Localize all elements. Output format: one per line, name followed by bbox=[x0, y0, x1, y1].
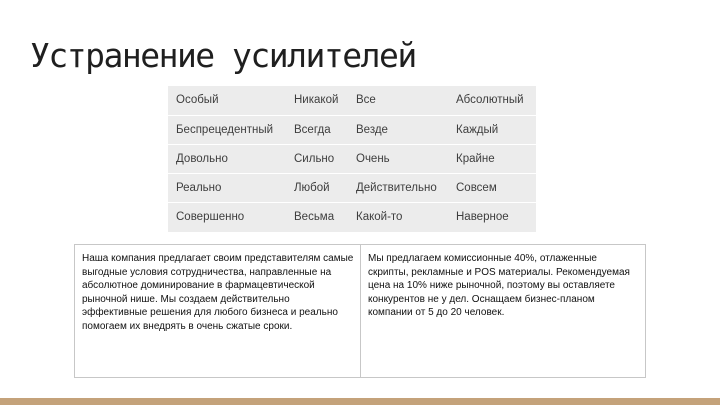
table-cell: Совершенно bbox=[176, 211, 245, 223]
example-text-box-left: Наша компания предлагает своим представителям самые выгодные условия сотрудничества, направленные на абсолютное доминирование в фармацевтической рыночной нише. Мы создаем действительно эффективные решения для любого бизнеса и реально помогаем их внедрять в очень сжатые сроки. bbox=[74, 244, 361, 378]
table-cell: Никакой bbox=[294, 94, 339, 106]
table-cell: Реально bbox=[176, 182, 222, 194]
table-cell: Весьма bbox=[294, 211, 335, 223]
table-cell: Очень bbox=[356, 153, 390, 165]
table-cell: Любой bbox=[294, 182, 330, 194]
table-cell: Довольно bbox=[176, 153, 228, 165]
table-row bbox=[168, 116, 536, 145]
table-cell: Сильно bbox=[294, 153, 335, 165]
example-text-box-right: Мы предлагаем комиссионные 40%, отлаженные скрипты, рекламные и POS материалы. Рекомендуемая цена на 10% ниже рыночной, поэтому вы оставляете конкурентов не у дел. Оснащаем бизнес-планом компании от 5 до 20 человек. bbox=[360, 244, 646, 378]
table-cell: Наверное bbox=[456, 211, 509, 223]
table-cell: Беспрецедентный bbox=[176, 124, 274, 136]
table-cell: Всегда bbox=[294, 124, 331, 136]
table-row bbox=[168, 174, 536, 203]
table-cell: Совсем bbox=[456, 182, 497, 194]
bottom-accent-bar bbox=[0, 398, 720, 405]
table-cell: Везде bbox=[356, 124, 388, 136]
table-cell: Все bbox=[356, 94, 376, 106]
table-cell: Особый bbox=[176, 94, 219, 106]
table-row bbox=[168, 145, 536, 174]
table-cell: Каждый bbox=[456, 124, 499, 136]
table-cell: Абсолютный bbox=[456, 94, 524, 106]
table-cell: Крайне bbox=[456, 153, 495, 165]
table-row bbox=[168, 203, 536, 232]
amplifier-words-table bbox=[168, 86, 536, 232]
slide-title: Устранение усилителей bbox=[30, 36, 416, 75]
table-row bbox=[168, 86, 536, 115]
table-cell: Действительно bbox=[356, 182, 437, 194]
table-cell: Какой-то bbox=[356, 211, 403, 223]
